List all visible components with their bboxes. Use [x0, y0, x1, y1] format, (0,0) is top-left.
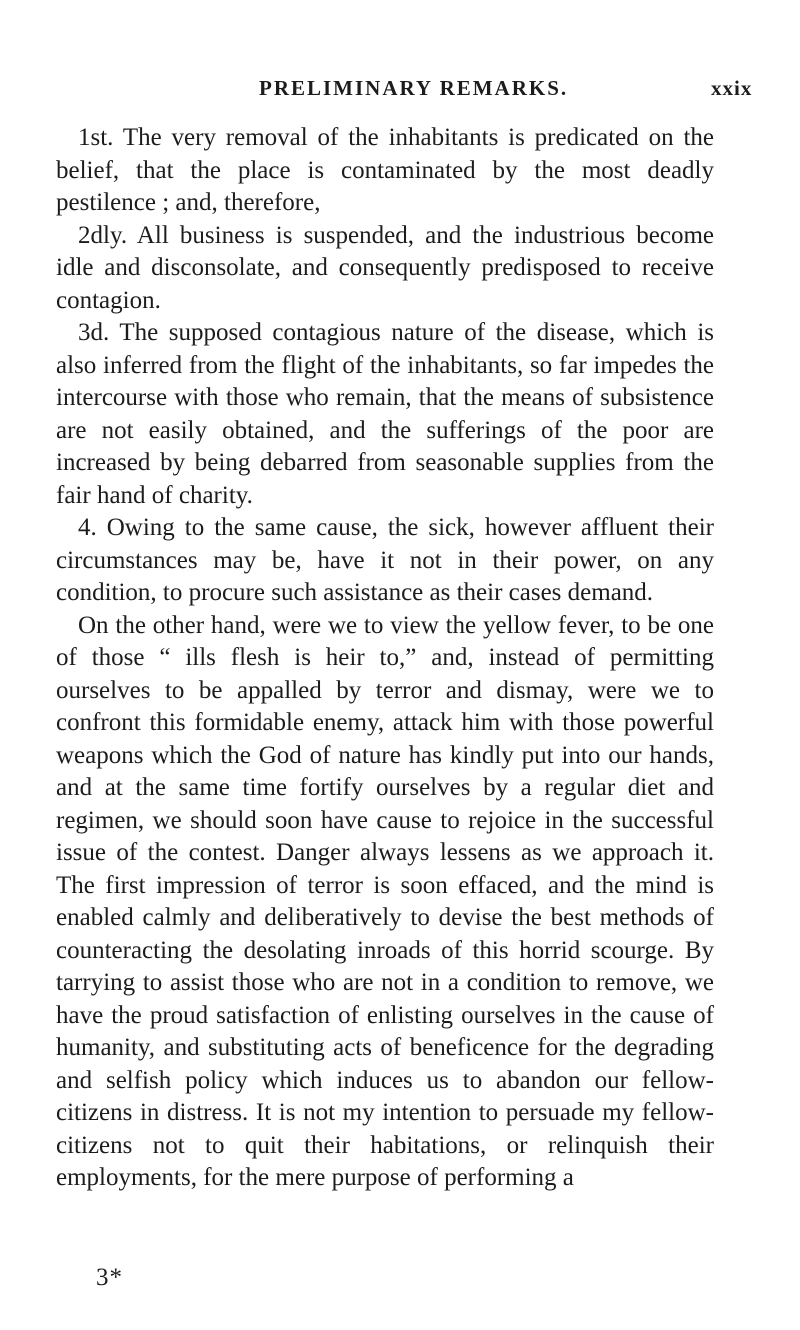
- paragraph-fourth-reason: 4. Owing to the same cause, the sick, however affluent their circumstances may be, have it not in their power, on any condition, to procure such assistance as their cases demand.: [56, 514, 714, 606]
- paragraph-second-reason: 2dly. All business is suspended, and the industrious become idle and disconsolate, and consequently predisposed to receive contagion.: [56, 221, 714, 314]
- paragraph-first-reason: 1st. The very removal of the inhabitants is predicated on the belief, that the place is contaminated by the most deadly pestilence ; and, therefore,: [56, 124, 714, 216]
- paragraph-third-reason: 3d. The supposed contagious nature of the disease, which is also inferred from the flight of the inhabitants, so far impedes the intercourse with those who remain, that the means of subsistence are not easily obtained, and the sufferings of the poor are increased by being debarred from seasonable supplies from the fair hand of charity.: [56, 319, 714, 509]
- running-head: [0, 76, 800, 106]
- running-title: PRELIMINARY REMARKS.: [259, 76, 569, 100]
- body-text: [56, 122, 714, 1195]
- page-number: xxix: [711, 76, 753, 100]
- signature-mark: 3*: [96, 1264, 123, 1291]
- paragraph-argument: On the other hand, were we to view the yellow fever, to be one of those “ ills flesh is heir to,” and, instead of permitting ourselves to be appalled by terror and dismay, were we to confront this formidable enemy, attack him with those powerful weapons which the God of nature has kindly put into our hands, and at the same time fortify ourselves by a regular diet and regimen, we should soon have cause to rejoice in the successful issue of the contest. Danger always lessens as we approach it. The first impression of terror is soon effaced, and the mind is enabled calmly and deliberatively to devise the best methods of counteracting the desolating inroads of this horrid scourge. By tarrying to assist those who are not in a condition to remove, we have the proud satisfaction of enlisting ourselves in the cause of humanity, and substituting acts of beneficence for the degrading and selfish policy which induces us to abandon our fellow-citizens in distress. It is not my intention to persuade my fellow-citizens not to quit their habitations, or relinquish their employments, for the mere purpose of performing a: [56, 611, 714, 1191]
